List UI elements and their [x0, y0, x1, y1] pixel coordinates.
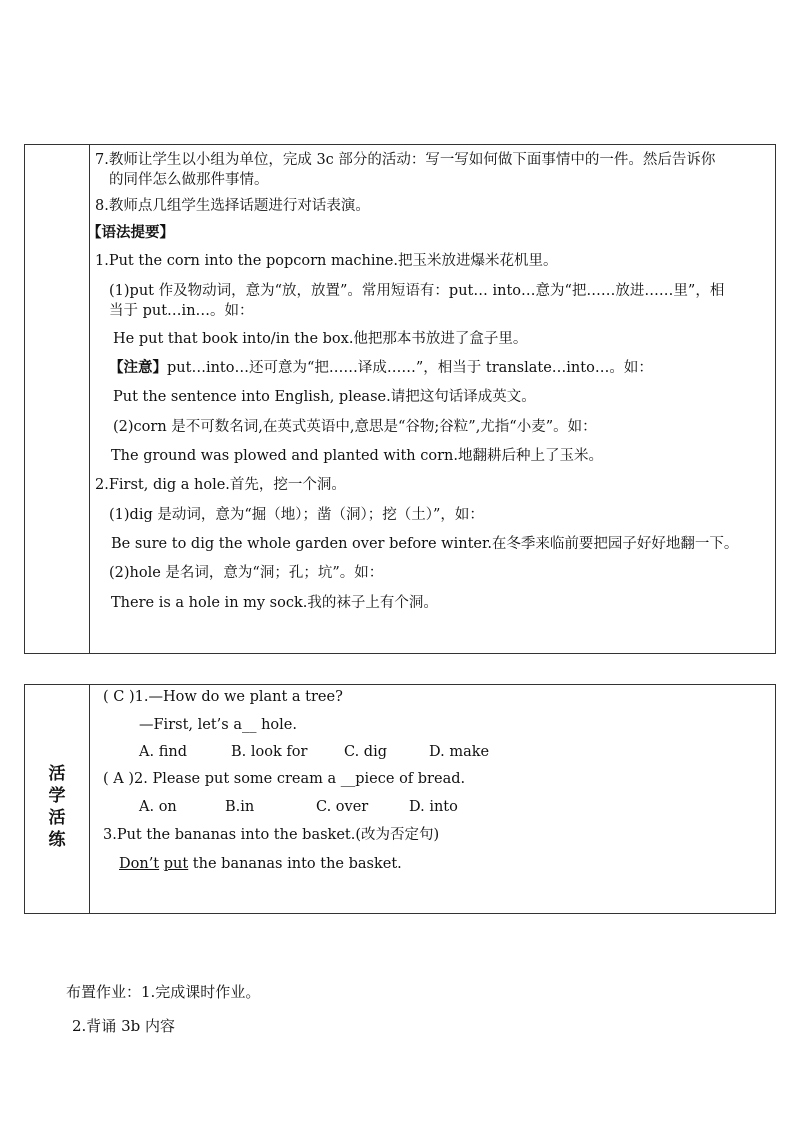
q3-answer-put: put: [163, 856, 189, 872]
point2-example2: There is a hole in my sock.我的袜子上有个洞。: [111, 595, 438, 611]
point1-example1: He put that book into/in the box.他把那本书放进了盒子里。: [113, 331, 528, 347]
q1-line2: —First, let’s a__ hole.: [139, 717, 297, 733]
q3-stem: 3.Put the bananas into the basket.(改为否定句): [103, 827, 440, 843]
side-label-char: 练: [48, 830, 66, 850]
side-label-char: 学: [48, 786, 66, 806]
point2-sub1: (1)dig 是动词，意为“掘（地）；凿（洞）；挖（土）”，如：: [109, 507, 484, 523]
homework-line1: 布置作业：1.完成课时作业。: [66, 983, 261, 1001]
note-text: put…into…还可意为“把……译成……”，相当于 translate…into…。如：: [167, 360, 653, 376]
point1-title: 1.Put the corn into the popcorn machine.把玉米放进爆米花机里。: [95, 253, 558, 269]
point2-sub2: (2)hole 是名词，意为“洞；孔；坑”。如：: [109, 565, 384, 581]
point1-sub2: (2)corn 是不可数名词,在英式英语中,意思是“谷物;谷粒”,尤指“小麦”。如：: [113, 419, 597, 435]
practice-label-column: [25, 685, 90, 913]
q2-option-b: B.in: [225, 799, 255, 815]
point1-sub1-line2: 当于 put…in…。如：: [109, 303, 254, 319]
q1-option-b: B. look for: [231, 744, 308, 760]
note-label: 【注意】: [109, 359, 167, 376]
side-label-char: 活: [48, 808, 66, 828]
q2-option-c: C. over: [316, 799, 369, 815]
point1-example2: Put the sentence into English, please.请把这句话译成英文。: [113, 389, 536, 405]
q1-option-d: D. make: [429, 744, 490, 760]
lesson-steps-table: [24, 144, 776, 654]
left-column-empty: [25, 145, 90, 653]
note-line: [109, 358, 653, 378]
practice-table: [24, 684, 776, 914]
practice-side-label: [25, 763, 89, 851]
q1-option-a: A. find: [139, 744, 187, 760]
homework-line2: 2.背诵 3b 内容: [72, 1017, 175, 1035]
grammar-heading: 【语法提要】: [87, 224, 174, 241]
q3-answer-dont: Don’t: [119, 856, 160, 872]
item-7-line2: 的同伴怎么做那件事情。: [109, 172, 269, 188]
q3-answer: [119, 854, 402, 874]
q2-option-d: D. into: [409, 799, 458, 815]
q3-answer-rest: the bananas into the basket.: [188, 856, 402, 872]
item-7-line1: 7.教师让学生以小组为单位，完成 3c 部分的活动：写一写如何做下面事情中的一件。然后告诉你: [95, 152, 716, 168]
item-8: 8.教师点几组学生选择话题进行对话表演。: [95, 198, 370, 214]
q1-stem: ( C )1.—How do we plant a tree?: [103, 689, 343, 705]
point1-sub1-line1: (1)put 作及物动词，意为“放，放置”。常用短语有：put… into…意为“把……放进……里”，相: [109, 283, 725, 299]
point2-example1: Be sure to dig the whole garden over before winter.在冬季来临前要把园子好好地翻一下。: [111, 536, 739, 552]
side-label-char: 活: [48, 764, 66, 784]
q2-option-a: A. on: [139, 799, 177, 815]
point1-example3: The ground was plowed and planted with corn.地翻耕后种上了玉米。: [111, 448, 603, 464]
q1-option-c: C. dig: [344, 744, 387, 760]
point2-title: 2.First, dig a hole.首先，挖一个洞。: [95, 477, 346, 493]
q2-stem: ( A )2. Please put some cream a __piece of bread.: [103, 771, 466, 787]
